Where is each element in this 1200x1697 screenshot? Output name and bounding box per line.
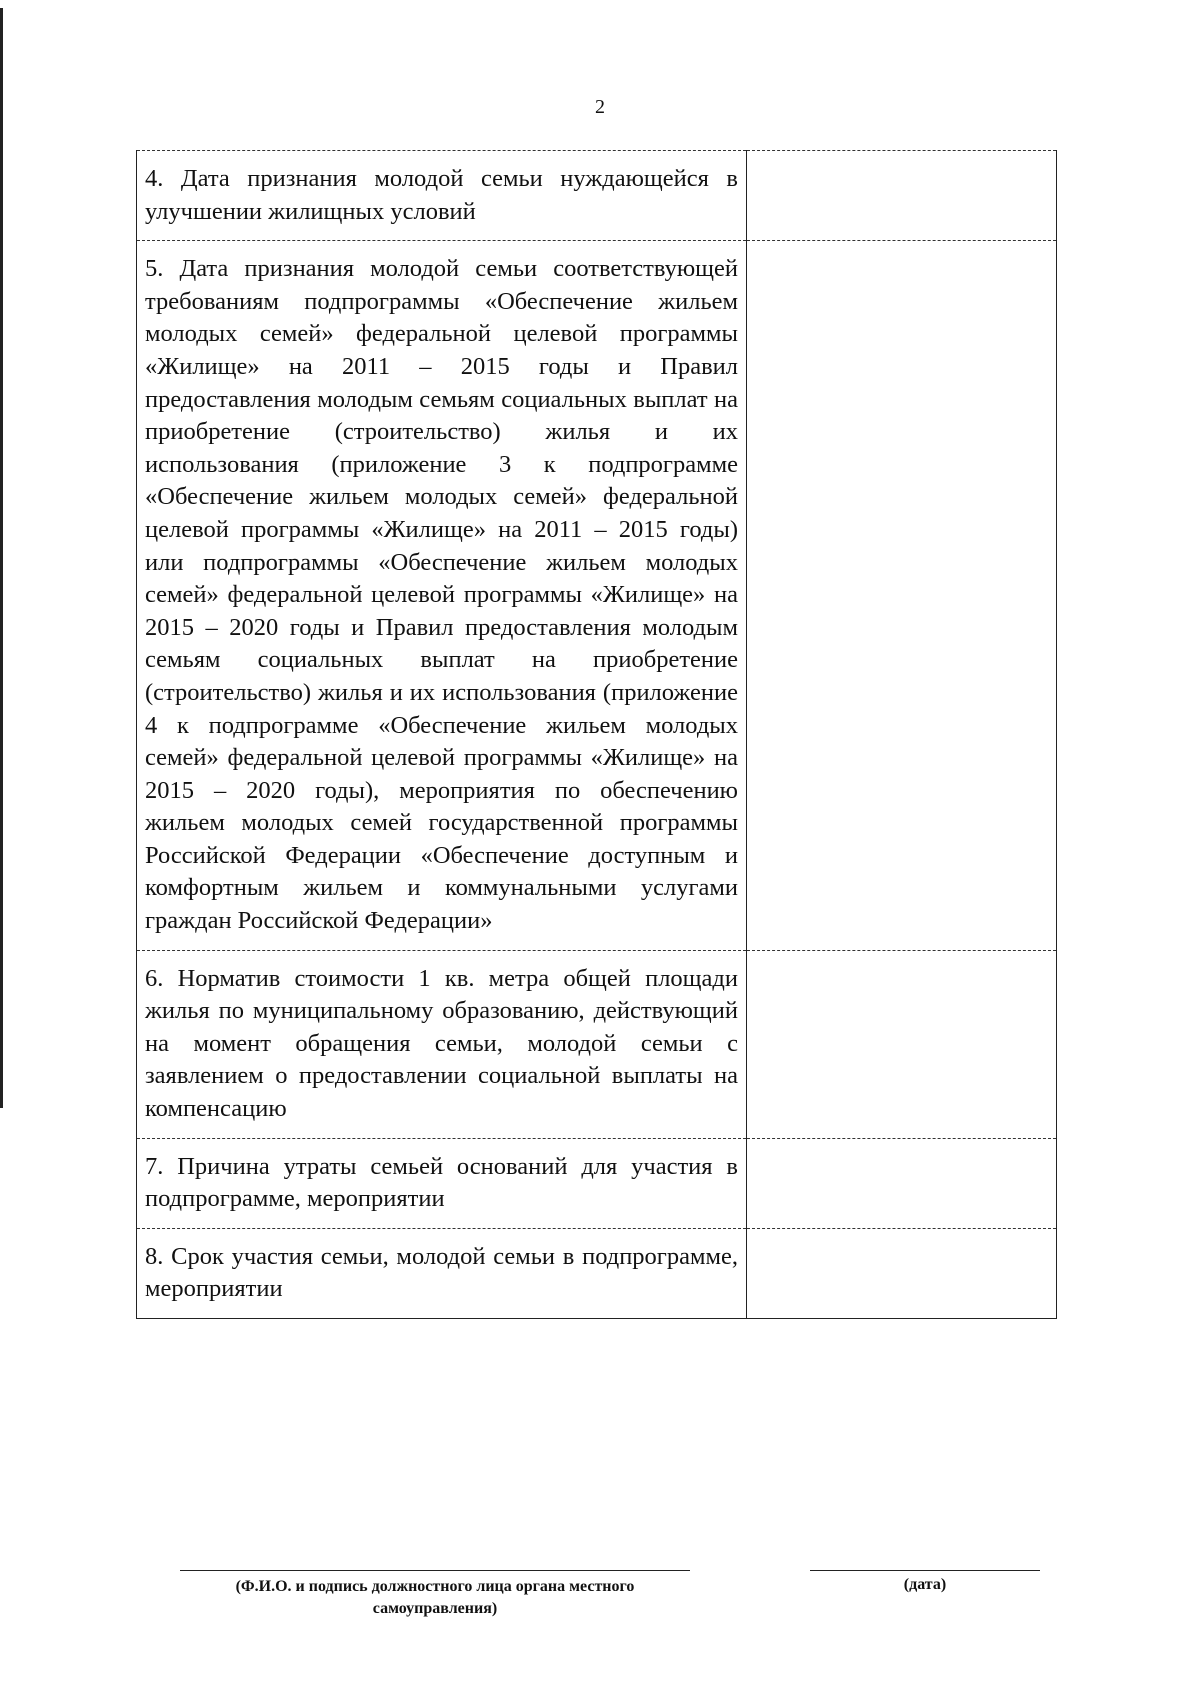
table-row	[137, 1138, 1057, 1228]
scan-edge-mark	[0, 8, 3, 1108]
row-value	[747, 951, 1056, 975]
row-value	[747, 151, 1056, 175]
date-signature-line[interactable]	[810, 1570, 1040, 1571]
row-value	[747, 241, 1056, 265]
row-label-cell	[137, 950, 747, 1138]
official-caption-line1: (Ф.И.О. и подпись должностного лица органа местного	[235, 1578, 635, 1595]
row-value-cell[interactable]	[747, 1228, 1057, 1318]
page-number: 2	[595, 96, 605, 118]
signature-block	[0, 1570, 1200, 1650]
official-signature-caption	[180, 1576, 690, 1620]
row-value	[747, 1139, 1056, 1163]
row-label: 7. Причина утраты семьей оснований для участия в подпрограмме, мероприятии	[145, 1152, 738, 1213]
row-value-cell[interactable]	[747, 151, 1057, 241]
date-caption: (дата)	[903, 1576, 947, 1593]
official-caption-line2: самоуправления)	[372, 1600, 498, 1617]
row-label: 8. Срок участия семьи, молодой семьи в подпрограмме, мероприятии	[145, 1242, 738, 1303]
row-value-cell[interactable]	[747, 1138, 1057, 1228]
row-label: 6. Норматив стоимости 1 кв. метра общей площади жилья по муниципальному образованию, действующий на момент обращения семьи, молодой семьи с заявлением о предоставлении социальной выплаты на компенсацию	[145, 964, 738, 1123]
record-table	[136, 150, 1057, 1319]
official-signature-line[interactable]	[180, 1570, 690, 1571]
row-label: 4. Дата признания молодой семьи нуждающейся в улучшении жилищных условий	[145, 165, 738, 225]
table-row	[137, 241, 1057, 950]
row-value-cell[interactable]	[747, 950, 1057, 1138]
row-value	[747, 1229, 1056, 1253]
table-row	[137, 950, 1057, 1138]
row-label-cell	[137, 1228, 747, 1318]
row-label: 5. Дата признания молодой семьи соответствующей требованиям подпрограммы «Обеспечение жильем молодых семей» федеральной целевой программы «Жилище» на 2011 – 2015 годы и Правил предоставления молодым семьям социальных выплат на приобретение (строительство) жилья и их использования (приложение 3 к подпрограмме «Обеспечение жильем молодых семей» федеральной целевой программы «Жилище» на 2011 – 2015 годы) или подпрограммы «Обеспечение жильем молодых семей» федеральной целевой программы «Жилище» на 2015 – 2020 годы и Правил предоставления молодым семьям социальных выплат на приобретение (строительство) жилья и их использования (приложение 4 к подпрограмме «Обеспечение жильем молодых семей» федеральной целевой программы «Жилище» на 2015 – 2020 годы), мероприятия по обеспечению жильем молодых семей государственной программы Российской Федерации «Обеспечение доступным и комфортным жильем и коммунальными услугами граждан Российской Федерации»	[145, 255, 738, 935]
row-value-cell[interactable]	[747, 241, 1057, 950]
row-label-cell	[137, 241, 747, 950]
row-label-cell	[137, 151, 747, 241]
table-row	[137, 151, 1057, 241]
table-row	[137, 1228, 1057, 1318]
row-label-cell	[137, 1138, 747, 1228]
